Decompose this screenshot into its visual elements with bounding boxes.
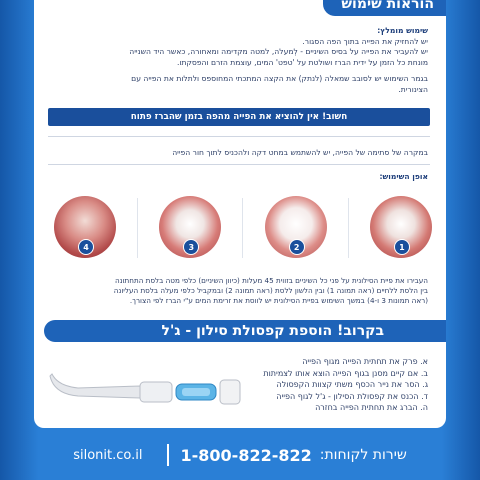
gel-step: ה. הברג את תחתית הפייה בחזרה <box>315 403 428 412</box>
step-number-badge: 4 <box>78 239 94 255</box>
gel-capsule-title: בקרוב! הוספת קפסולת סילון - ג'ל <box>161 323 384 339</box>
usage-heading: אופן השימוש: <box>379 172 428 181</box>
warning-text: חשוב! אין להוציא את הפייה מהפה בזמן שהברז פתוח <box>130 112 348 122</box>
step-number-badge: 3 <box>183 239 199 255</box>
footer <box>34 430 446 480</box>
divider <box>348 198 349 258</box>
gel-step: ג. הסר את נייר הכסף משתי קצוות הקפסולה <box>276 380 428 389</box>
nozzle-illustration <box>48 364 244 408</box>
tips-line: הצינורית. <box>398 84 428 94</box>
gel-capsule-banner <box>44 320 446 342</box>
tips-line: בגמר השימוש יש לסובב שמאלה (לנתק) את הקצה המתכתי המחוספס ולתלות את הפייה עם <box>131 74 428 83</box>
tips-line: יש להחזיק את הפייה בתוך הפה הסגור. <box>302 36 428 46</box>
gel-step: ב. אם קיים מסנן בגוף הפייה הוצא אותו לצמיתות <box>263 368 428 378</box>
tips-block <box>50 26 428 95</box>
mouth-photo <box>370 196 432 258</box>
mouth-photo <box>265 196 327 258</box>
gel-capsule-section <box>34 320 446 428</box>
step-number-badge: 2 <box>289 239 305 255</box>
section-header <box>323 0 446 16</box>
divider <box>48 136 430 137</box>
warning-banner <box>48 108 430 126</box>
tips-heading: שימוש מומלץ: <box>377 26 428 35</box>
instruction-card <box>34 0 446 428</box>
step-number-badge: 1 <box>394 239 410 255</box>
gel-step: ד. הכנס את קפסולת הסילון - ג'ל לגוף הפייה <box>276 391 428 401</box>
usage-line: (ראה תמונות 3 ו-4) במשך השימוש בפיית הסילונית יש לווסת את זרימת המים ע"י הברז לפי הצורך. <box>129 296 428 305</box>
divider <box>137 198 138 258</box>
divider <box>48 164 430 165</box>
customer-service-label: שירות לקוחות: <box>319 447 407 463</box>
usage-photos <box>54 196 432 268</box>
mouth-photo <box>159 196 221 258</box>
usage-line: בין הלסת ללחיים (ראה תמונה 1) ובין הלשון ללסת (ראה תמונה 2) ובמקביל כלפי מעלה בלסת העליונה <box>113 286 428 295</box>
tips-line: יש להעביר את הפייה על בסיס השיניים - לְמעלה, למטה מקדימה ומאחורה, כאשר היד השנייה <box>129 47 428 56</box>
blockage-note: במקרה של סתימה של הפייה, יש להשתמש במחט דקה ולהכניס לתוך חור הפייה <box>172 148 428 157</box>
website-link[interactable]: silonit.co.il <box>73 447 143 463</box>
usage-line: העבירו את פיית הסילונית על פני כל השיניים בזווית 45 מעלות (כיוון השיניים) כלפי מטה בלסת התחתונה <box>115 276 428 285</box>
mouth-photo <box>54 196 116 258</box>
tips-line: מונחת כל הזמן על ידית הברז ושולטת על 'טפט' המים, עוצמת הזרם והפסקתו. <box>176 57 428 67</box>
phone-number[interactable]: 1-800-822-822 <box>180 445 312 465</box>
gel-step: א. פרק את תחתית הפייה מגוף הפייה <box>302 357 428 366</box>
usage-description <box>50 276 428 306</box>
gel-capsule-steps <box>240 356 428 414</box>
section-title: הוראות שימוש <box>341 0 434 12</box>
divider <box>242 198 243 258</box>
divider <box>167 444 169 466</box>
